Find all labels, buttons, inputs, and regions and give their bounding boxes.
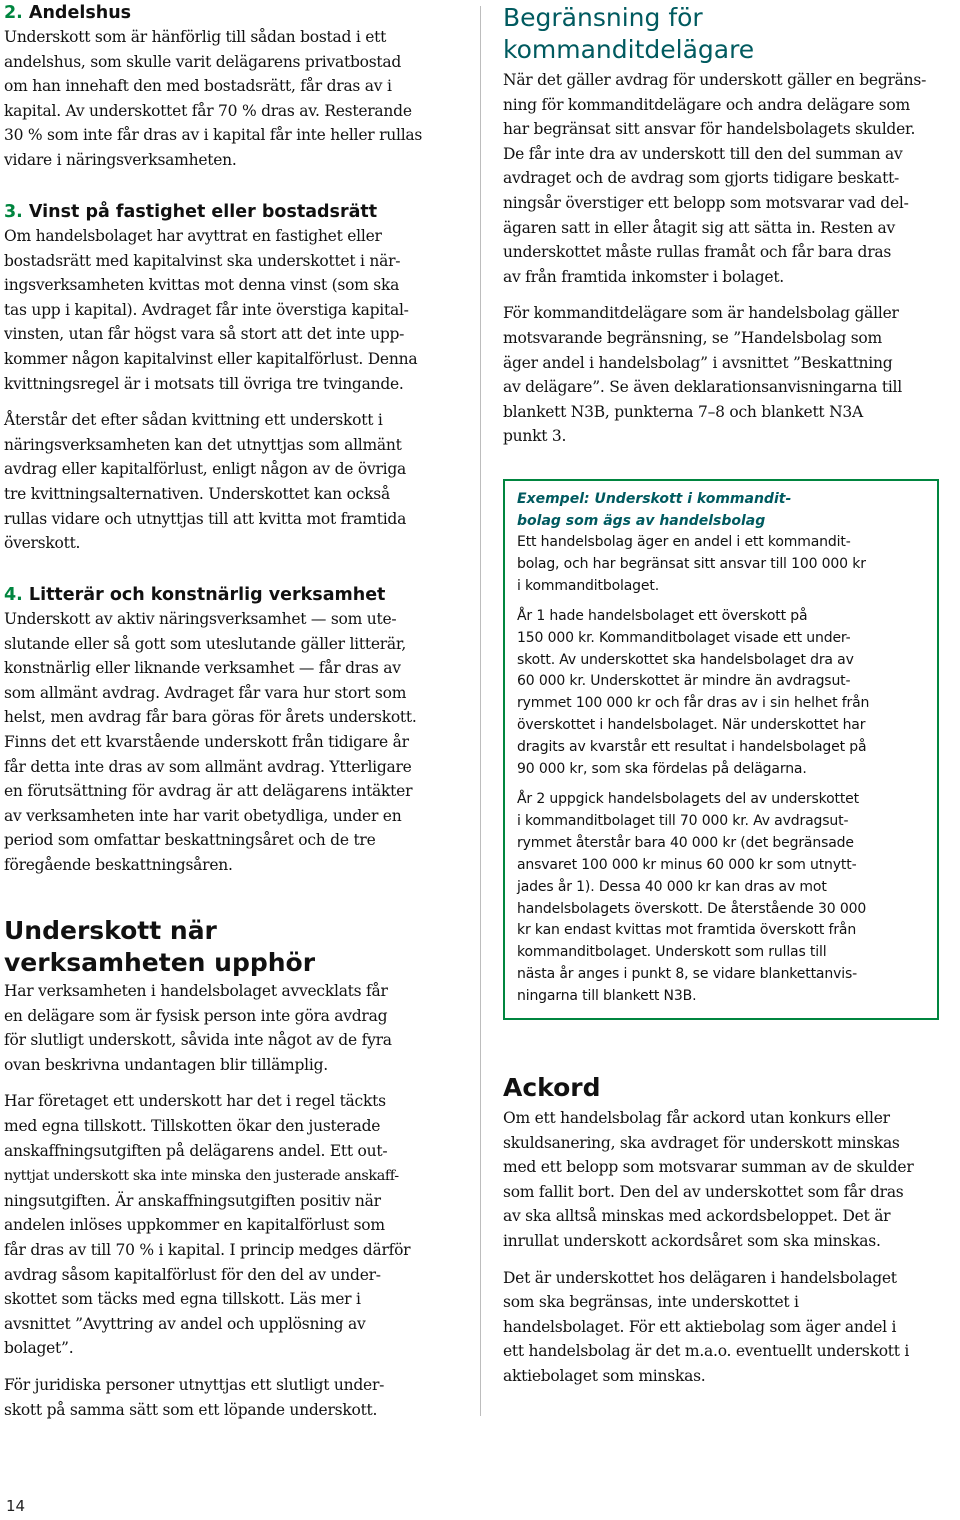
example-text-3: År 2 uppgick handelsbolagets del av underskottet i kommanditbolaget till 70 000 kr. Av avdragsut- rymmet återstår bara 40 000 kr (det begränsade ansvaret 100 000 kr minus 60 000 kr som utnytt- jades år 1). Dessa 40 000 kr kan dras av mot handelsbolagets överskott. De återstående 30 000 kr kan endast kvittas mot framtida överskott från kommanditbolaget. Underskott som rullas till nästa år anges i punkt 8, se vidare blankettanvis- ningarna till blankett N3B. [517,790,867,1005]
ackord-text-2: Det är underskottet hos delägaren i handelsbolaget som ska begränsas, inte underskottet i handelsbolaget. För ett aktiebolag som äger andel i ett handelsbolag är det m.a.o. eventuellt underskott i aktiebolaget som minskas. [503,1268,910,1385]
ackord-heading: Ackord [503,1073,601,1102]
upphor-text-1: Har verksamheten i handelsbolaget avvecklats får en delägare som är fysisk person inte göra avdrag för slutligt underskott, såvida inte något av de fyra ovan beskrivna undantagen blir tillämplig. [4,982,392,1074]
section-vinst [4,201,460,556]
begransning-text-1: När det gäller avdrag för underskott gäller en begräns- ning för kommanditdelägare och andra delägare som har begränsat sitt ansvar för handelsbolagets skulder. De får inte dra av underskott till den del summan av avdraget och de avdrag som gjorts tidigare beskatt- ningsår överstiger ett belopp som motsvarar vad del- ägaren satt in eller åtagit sig att sätta in. Resten av underskottet måste rullas framåt och får bara dras av från framtida inkomster i bolaget. [503,71,927,286]
example-box [503,479,939,1020]
example-text-1: Ett handelsbolag äger en andel i ett kommandit- bolag, och har begränsat sitt ansvar till 100 000 kr i kommanditbolaget. [517,534,866,594]
vinst-heading: 3. Vinst på fastighet eller bostadsrätt [4,202,378,222]
example-title: Exempel: Underskott i kommandit- bolag som ägs av handelsbolag [517,491,792,529]
upphor-text-3: För juridiska personer utnyttjas ett slutligt under- skott på samma sätt som ett löpande underskott. [4,1375,385,1419]
page-number: 14 [6,1497,26,1515]
section-ackord [503,1072,955,1389]
andelshus-heading: 2. Andelshus [4,3,132,23]
ackord-text-1: Om ett handelsbolag får ackord utan konkurs eller skuldsanering, ska avdraget för underskott minskas med ett belopp som motsvarar summan av de skulder som fallit bort. Den del av underskottet som får dras av ska alltså minskas med ackordsbeloppet. Det är inrullat underskott ackordsåret som ska minskas. [503,1109,914,1250]
section-begransning [503,2,955,449]
litterar-text: Underskott av aktiv näringsverksamhet — som ute- slutande eller så gott som uteslutande gäller litterär, konstnärlig eller liknande verksamhet — får dras av som allmänt avdrag. Avdraget får vara hur stort som helst, men avdrag får bara göras för årets underskott. Finns det ett kvarstående underskott från tidigare år får detta inte dras av som allmänt avdrag. Ytterligare en förutsättning för avdrag är att delägarens intäkter av verksamheten inte har varit obetydliga, under en period som omfattar beskattningsåret och de tre föregående beskattningsåren. [4,610,417,874]
andelshus-text: Underskott som är hänförlig till sådan bostad i ett andelshus, som skulle varit delägarens privatbostad om han innehaft den med bostadsrätt, får dras av i kapital. Av underskottet får 70 % dras av. Resterande 30 % som inte får dras av i kapital får inte heller rullas vidare i näringsverksamheten. [4,28,423,169]
vinst-text-2: Återstår det efter sådan kvittning ett underskott i näringsverksamheten kan det utnyttjas som allmänt avdrag eller kapitalförlust, enligt någon av de övriga tre kvittningsalternativen. Underskottet kan också rullas vidare och utnyttjas till att kvitta mot framtida överskott. [4,411,407,553]
begransning-heading: Begränsning för kommanditdelägare [503,3,755,64]
vinst-text-1: Om handelsbolaget har avyttrat en fastighet eller bostadsrätt med kapitalvinst ska underskottet i när- ingsverksamheten kvittas mot denna vinst (som ska tas upp i kapital). Avdraget får inte överstiga kapital- vinsten, utan får högst vara så stort att det inte upp- kommer någon kapitalvinst eller kapitalförlust. Denna kvittningsregel är i motsats till övriga tre tvingande. [4,227,418,393]
begransning-text-2: För kommanditdelägare som är handelsbolag gäller motsvarande begränsning, se ”Handelsbolag som äger andel i handelsbolag” i avsnittet ”Beskattning av delägare”. Se även deklarationsanvisningarna till blankett N3B, punkterna 7–8 och blankett N3A punkt 3. [503,304,902,446]
litterar-heading: 4. Litterär och konstnärlig verksamhet [4,585,386,605]
example-text-2: År 1 hade handelsbolaget ett överskott på 150 000 kr. Kommanditbolaget visade ett under- skott. Av underskottet ska handelsbolaget dra av 60 000 kr. Underskottet är mindre än avdragsut- rymmet 100 000 kr och får dras av i sin helhet från överskottet i handelsbolaget. När underskottet har dragits av kvarstår ett resultat i handelsbolaget på 90 000 kr, som ska fördelas på delägarna. [517,607,870,778]
section-litterar [4,584,460,878]
section-upphor [4,915,460,1422]
section-andelshus [4,2,460,173]
column-divider [480,6,481,1416]
upphor-heading: Underskott när verksamheten upphör [4,916,316,977]
upphor-text-2: Har företaget ett underskott har det i regel täckts med egna tillskott. Tillskotten ökar den justerade anskaffningsutgiften på delägarens andel. Ett out- nyttjat underskott ska inte minska den justerade anskaff- ningsutgiften. Är anskaffningsutgiften positiv när andelen inlöses uppkommer en kapitalförlust som får dras av till 70 % i kapital. I princip medges därför avdrag såsom kapitalförlust för den del av under- skottet som täcks med egna tillskott. Läs mer i avsnittet ”Avyttring av andel och upplösning av bolaget”. [4,1092,411,1358]
